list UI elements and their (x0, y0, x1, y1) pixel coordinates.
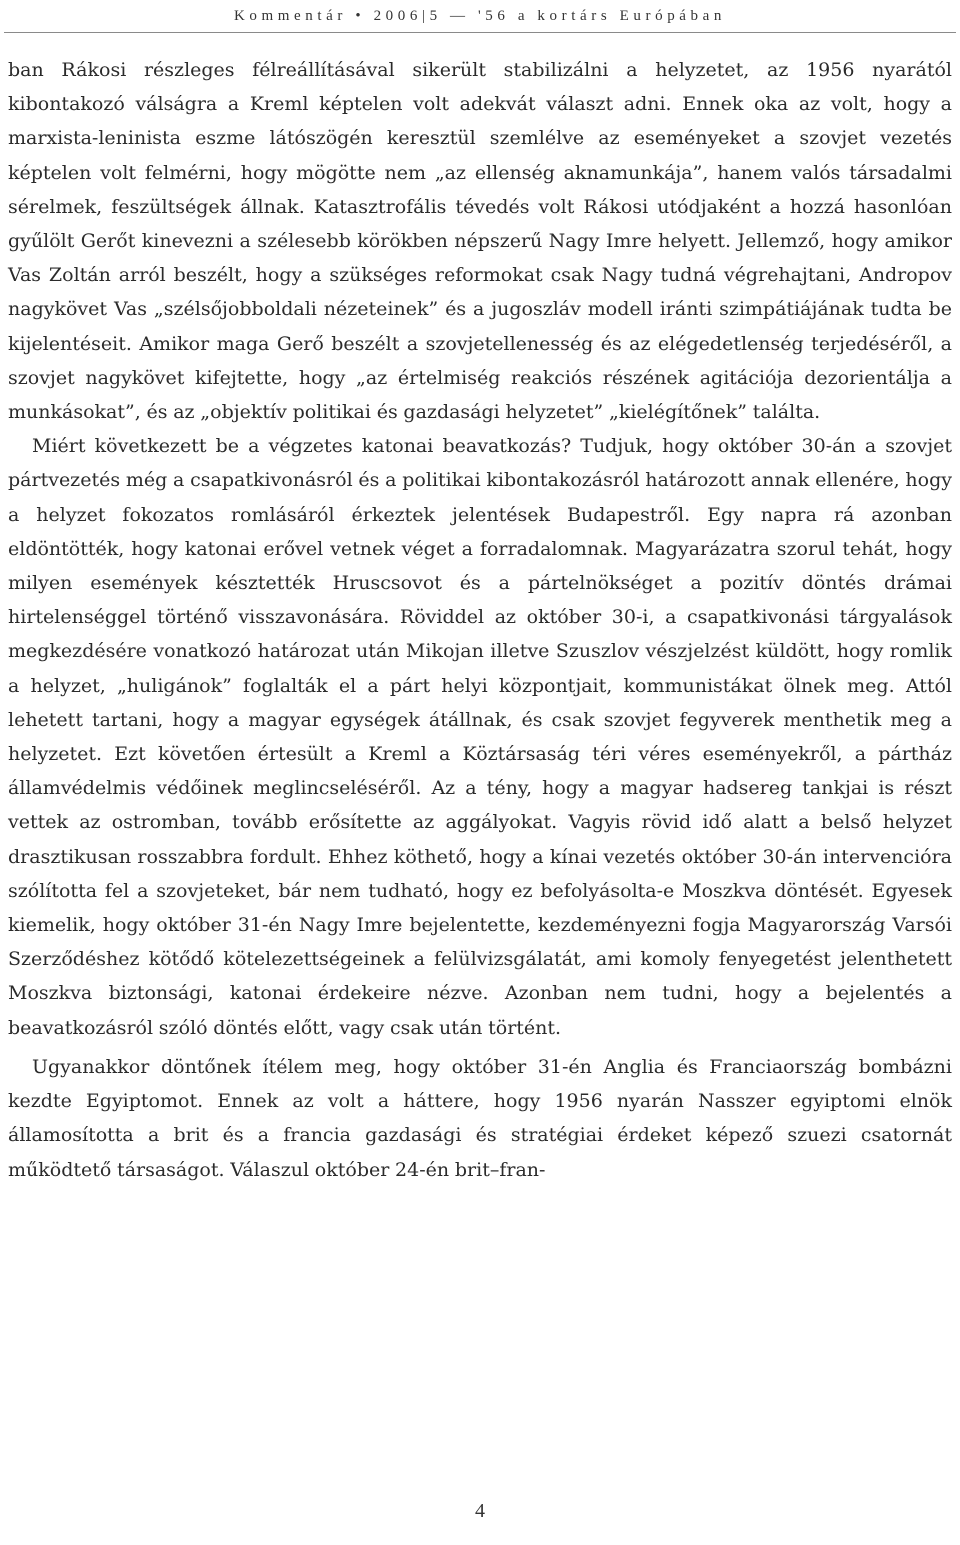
header-rule (4, 32, 956, 33)
page-number: 4 (475, 1500, 485, 1522)
paragraph-1: ban Rákosi részleges félreállításával sikerült stabilizálni a helyzetet, az 1956 nyarától kibontakozó válságra a Kreml képtelen volt adekvát választ adni. Ennek oka az volt, hogy a marxista-leninista eszme látószögén keresztül szemlélve az eseményeket a szovjet vezetés képtelen volt felmérni, hogy mögötte nem „az ellenség aknamunkája”, hanem valós társadalmi sérelmek, feszültségek állnak. Katasztrofális tévedés volt Rákosi utódjaként a hozzá hasonlóan gyűlölt Gerőt kinevezni a szélesebb körökben népszerű Nagy Imre helyett. Jellemző, hogy amikor Vas Zoltán arról beszélt, hogy a szükséges reformokat csak Nagy tudná végrehajtani, Andropov nagykövet Vas „szélsőjobboldali nézeteinek” és a jugoszláv modell iránti szimpátiájának tudta be kijelentéseit. Amikor maga Gerő beszélt a szovjetellenesség és az elégedetlenség terjedéséről, a szovjet nagykövet kifejtette, hogy „az értelmiség reakciós részének agitációja dezorientálja a munkásokat”, és az „objektív politikai és gazdasági helyzetet” „kielégítőnek” találta. (8, 59, 952, 424)
running-header: Kommentár • 2006|5 — '56 a kortárs Európában (233, 7, 727, 24)
paragraph-3: Ugyanakkor döntőnek ítélem meg, hogy október 31-én Anglia és Franciaország bombázni kezdte Egyiptomot. Ennek az volt a háttere, hogy 1956 nyarán Nasszer egyiptomi elnök államosította a brit és a francia gazdasági és stratégiai érdeket képező szuezi csatornát működtető társaságot. Válaszul október 24-én brit–fran- (8, 1055, 952, 1181)
article-body (8, 53, 952, 1187)
paragraph-2: Miért következett be a végzetes katonai beavatkozás? Tudjuk, hogy október 30-án a szovjet pártvezetés még a csapatkivonásról és a politikai kibontakozásról határozott annak ellenére, hogy a helyzet fokozatos romlásáról érkeztek jelentések Budapestről. Egy napra rá azonban eldöntötték, hogy katonai erővel vetnek véget a forradalomnak. Magyarázatra szorul tehát, hogy milyen események késztették Hruscsovot és a pártelnökséget a pozitív döntés drámai hirtelenséggel történő visszavonására. Röviddel az október 30-i, a csapatkivonási tárgyalások megkezdésére vonatkozó határozat után Mikojan illetve Szuszlov vészjelzést küldött, hogy romlik a helyzet, „huligánok” foglalták el a párt helyi központjait, kommunistákat ölnek meg. Attól lehetett tartani, hogy a magyar egységek átállnak, és csak szovjet fegyverek menthetik meg a helyzetet. Ezt követően értesült a Kreml a Köztársaság téri véres eseményekről, a pártház államvédelmis védőinek meglincseléséről. Az a tény, hogy a magyar hadsereg tankjai is részt vettek az ostromban, tovább erősítette az aggályokat. Vagyis rövid idő alatt a belső helyzet drasztikusan rosszabbra fordult. Ehhez köthető, hogy a kínai vezetés október 30-án intervencióra szólította fel a szovjeteket, bár nem tudható, hogy ez befolyásolta-e Moszkva döntését. Egyesek kiemelik, hogy október 31-én Nagy Imre bejelentette, kezdeményezni fogja Magyarország Varsói Szerződéshez kötődő kötelezettségeinek a felülvizsgálatát, ami komoly fenyegetést jelenthetett Moszkva biztonsági, katonai érdekeire nézve. Azonban nem tudni, hogy a bejelentés a beavatkozásról szóló döntés előtt, vagy csak után történt. (8, 435, 952, 1039)
